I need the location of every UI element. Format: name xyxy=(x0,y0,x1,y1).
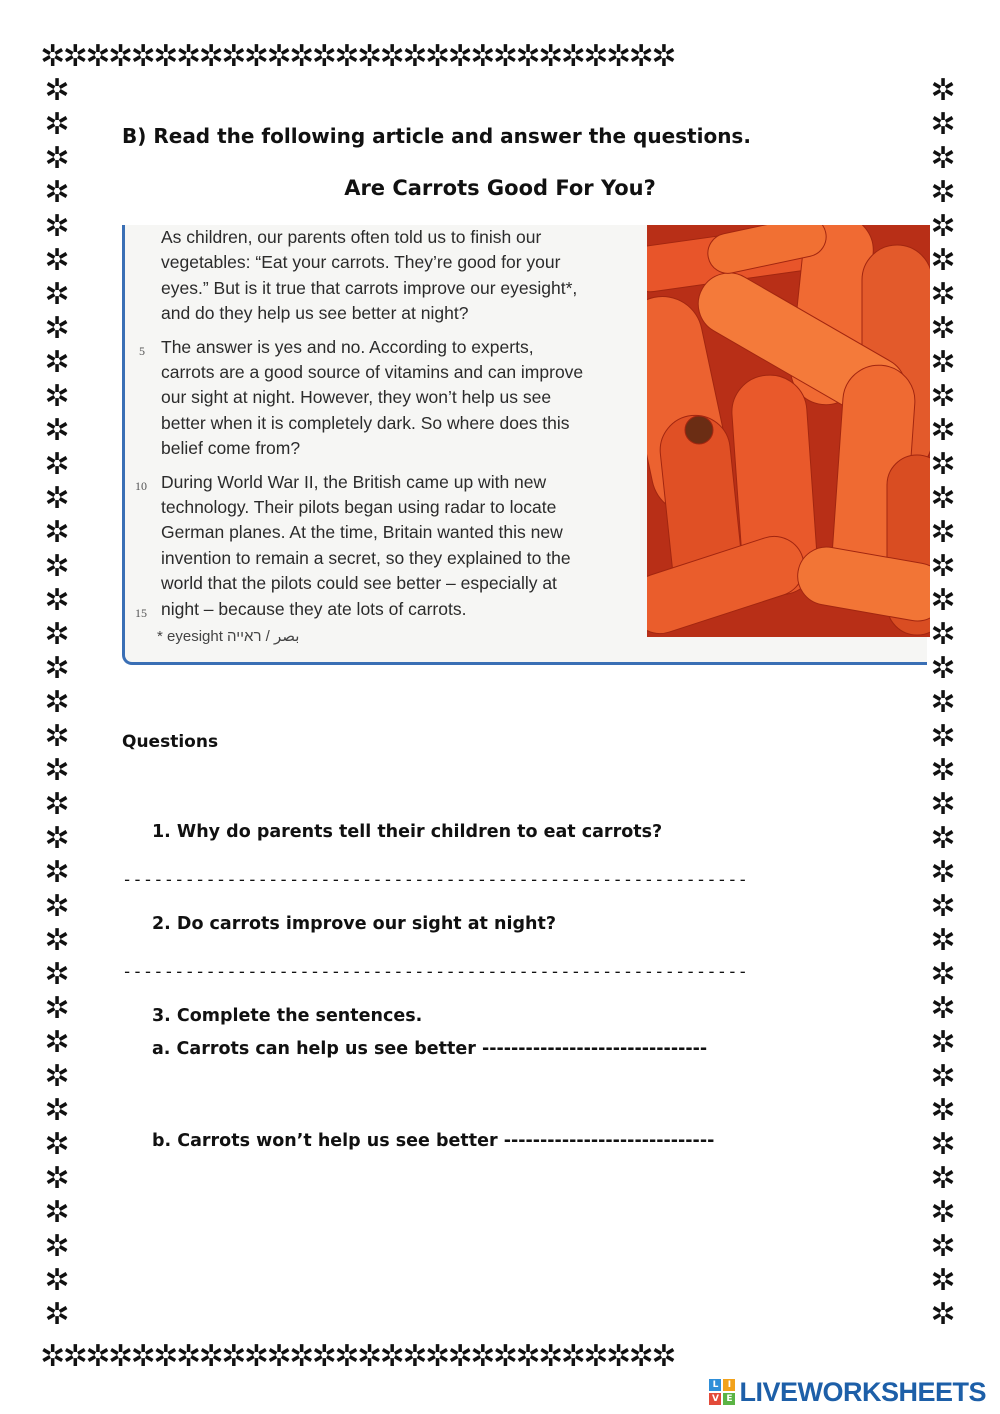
article-text xyxy=(125,225,645,630)
article-line: belief come from? xyxy=(161,438,301,459)
question-3: 3. Complete the sentences. xyxy=(152,1006,423,1026)
instruction-heading: B) Read the following article and answer the questions. xyxy=(122,124,751,148)
article-paragraph-2 xyxy=(125,335,645,462)
answer-line-2[interactable]: ------------------------------------------------------------ xyxy=(122,962,749,982)
article-line: During World War II, the British came up with new xyxy=(161,471,547,492)
line-number: 5 xyxy=(139,343,145,358)
carrots-photo xyxy=(647,225,930,637)
article-line: carrots are a good source of vitamins and can improve xyxy=(161,362,584,383)
article-line: vegetables: “Eat your carrots. They’re good for your xyxy=(161,252,561,273)
article-line: night – because they ate lots of carrots. xyxy=(161,598,467,619)
logo-icon: L I V E xyxy=(709,1379,735,1405)
article-line: better when it is completely dark. So where does this xyxy=(161,412,570,433)
question-3a[interactable]: a. Carrots can help us see better ------------------------------- xyxy=(152,1039,708,1059)
article-box xyxy=(122,225,927,665)
article-line: German planes. At the time, Britain wanted this new xyxy=(161,522,563,543)
article-line: our sight at night. However, they won’t help us see xyxy=(161,387,552,408)
article-line: and do they help us see better at night? xyxy=(161,303,469,324)
article-title: Are Carrots Good For You? xyxy=(344,176,656,200)
logo-text: LIVEWORKSHEETS xyxy=(739,1376,986,1407)
line-number: 10 xyxy=(135,478,147,493)
question-2: 2. Do carrots improve our sight at night? xyxy=(152,914,556,934)
article-paragraph-3 xyxy=(125,470,645,622)
article-line: The answer is yes and no. According to experts, xyxy=(161,336,534,357)
article-paragraph-1 xyxy=(125,225,645,327)
article-line: eyes.” But is it true that carrots improve our eyesight*, xyxy=(161,277,578,298)
border-bottom: ✲✲✲✲✲✲✲✲✲✲✲✲✲✲✲✲✲✲✲✲✲✲✲✲✲✲✲✲ xyxy=(40,1340,674,1374)
question-3b[interactable]: b. Carrots won’t help us see better ----------------------------- xyxy=(152,1131,715,1151)
footnote: * eyesight بصر / ראייה xyxy=(157,628,300,645)
answer-line-1[interactable]: ------------------------------------------------------------ xyxy=(122,870,749,890)
question-1: 1. Why do parents tell their children to eat carrots? xyxy=(152,822,663,842)
article-line: technology. Their pilots began using radar to locate xyxy=(161,497,557,518)
article-line: world that the pilots could see better – especially at xyxy=(161,573,557,594)
questions-label: Questions xyxy=(122,732,219,752)
border-right: ✲ ✲ ✲ ✲ ✲ ✲ ✲ ✲ ✲ ✲ ✲ ✲ ✲ ✲ ✲ ✲ ✲ ✲ ✲ ✲ ✲ ✲ ✲ ✲ ✲ ✲ ✲ ✲ ✲ ✲ ✲ ✲ ✲ ✲ ✲ ✲ ✲ xyxy=(930,74,956,1332)
article-line: invention to remain a secret, so they explained to the xyxy=(161,547,571,568)
line-number: 15 xyxy=(135,605,147,620)
article-line: As children, our parents often told us to finish our xyxy=(161,227,542,247)
border-top: ✲✲✲✲✲✲✲✲✲✲✲✲✲✲✲✲✲✲✲✲✲✲✲✲✲✲✲✲ xyxy=(40,40,674,74)
border-left: ✲ ✲ ✲ ✲ ✲ ✲ ✲ ✲ ✲ ✲ ✲ ✲ ✲ ✲ ✲ ✲ ✲ ✲ ✲ ✲ ✲ ✲ ✲ ✲ ✲ ✲ ✲ ✲ ✲ ✲ ✲ ✲ ✲ ✲ ✲ ✲ ✲ xyxy=(44,74,70,1332)
liveworksheets-logo xyxy=(709,1375,986,1409)
